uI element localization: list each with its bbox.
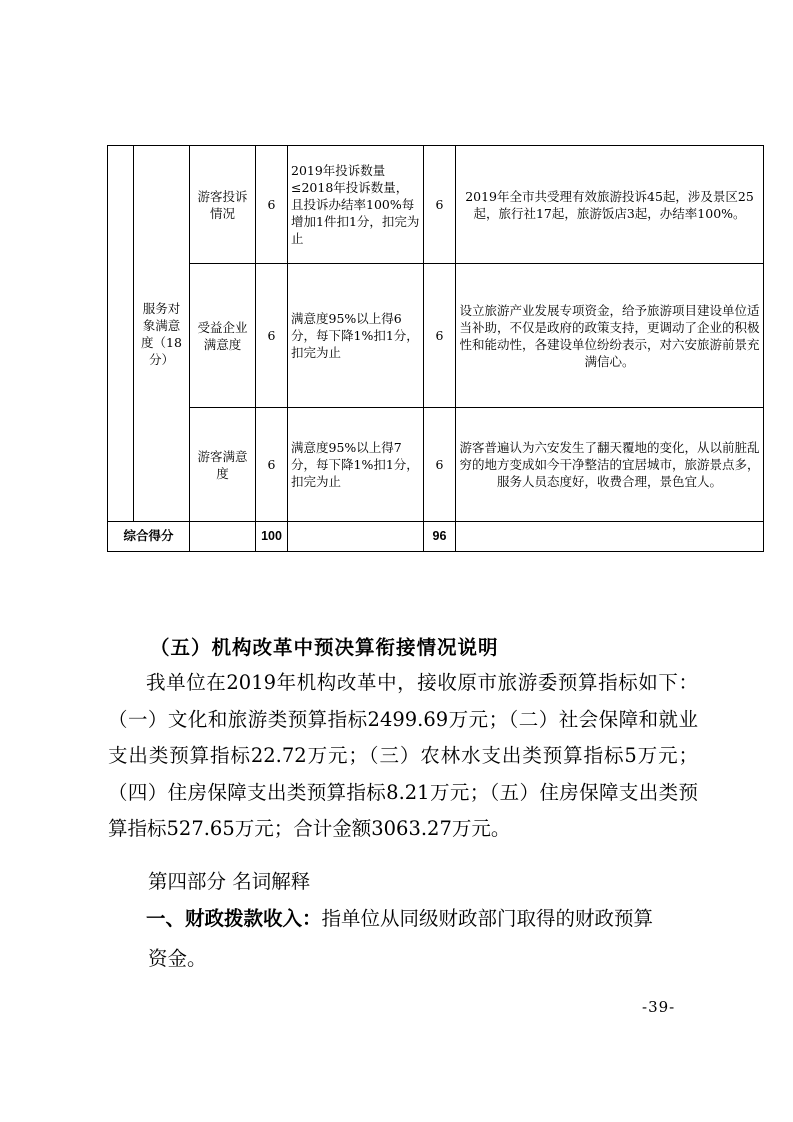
indicator-cell: 游客满意度 [190,408,256,522]
criterion-cell: 满意度95%以上得6分，每下降1%扣1分，扣完为止 [288,264,424,408]
section-body: 我单位在2019年机构改革中，接收原市旅游委预算指标如下：（一）文化和旅游类预算指标2499.69万元；（二）社会保障和就业支出类预算指标22.72万元；（三）农林水支出类预算指标5万元；（四）住房保障支出类预算指标8.21万元；（五）住房保障支出类预算指标527.65万元；合计金额3063.27万元。 [108,671,698,840]
total-score-cell: 96 [424,522,456,552]
group-label-cell: 服务对象满意度（18分） [134,146,190,522]
explanation-cell: 2019年全市共受理有效旅游投诉45起，涉及景区25起，旅行社17起，旅游饭店3起，办结率100%。 [456,146,764,264]
term-body-continued: 资金。 [148,947,207,970]
table-row [108,146,764,264]
part-title: 第四部分 名词解释 [148,870,311,893]
weight-cell: 6 [256,146,288,264]
total-label-cell: 综合得分 [108,522,190,552]
term-body: 指单位从同级财政部门取得的财政预算 [321,907,654,930]
term-definition [108,899,698,979]
blank-cell [288,522,424,552]
blank-cell [108,146,134,522]
page-number: -39- [642,998,676,1016]
explanation-cell: 设立旅游产业发展专项资金，给予旅游项目建设单位适当补助，不仅是政府的政策支持，更调动了企业的积极性和能动性，各建设单位纷纷表示，对六安旅游前景充满信心。 [456,264,764,408]
indicator-cell: 受益企业满意度 [190,264,256,408]
criterion-cell: 2019年投诉数量≤2018年投诉数量，且投诉办结率100%每增加1件扣1分，扣完为止 [288,146,424,264]
weight-cell: 6 [256,408,288,522]
explanation-cell: 游客普遍认为六安发生了翻天覆地的变化，从以前脏乱穷的地方变成如今干净整洁的宜居城市，旅游景点多，服务人员态度好，收费合理，景色宜人。 [456,408,764,522]
performance-table [107,145,764,552]
score-cell: 6 [424,264,456,408]
section-heading: （五）机构改革中预决算衔接情况说明 [150,636,499,659]
blank-cell [190,522,256,552]
indicator-cell: 游客投诉情况 [190,146,256,264]
total-weight-cell: 100 [256,522,288,552]
criterion-cell: 满意度95%以上得7分，每下降1%扣1分，扣完为止 [288,408,424,522]
total-row [108,522,764,552]
table-row [108,408,764,522]
score-cell: 6 [424,408,456,522]
term-title: 一、财政拨款收入： [146,907,322,930]
table-row [108,264,764,408]
score-cell: 6 [424,146,456,264]
weight-cell: 6 [256,264,288,408]
blank-cell [456,522,764,552]
